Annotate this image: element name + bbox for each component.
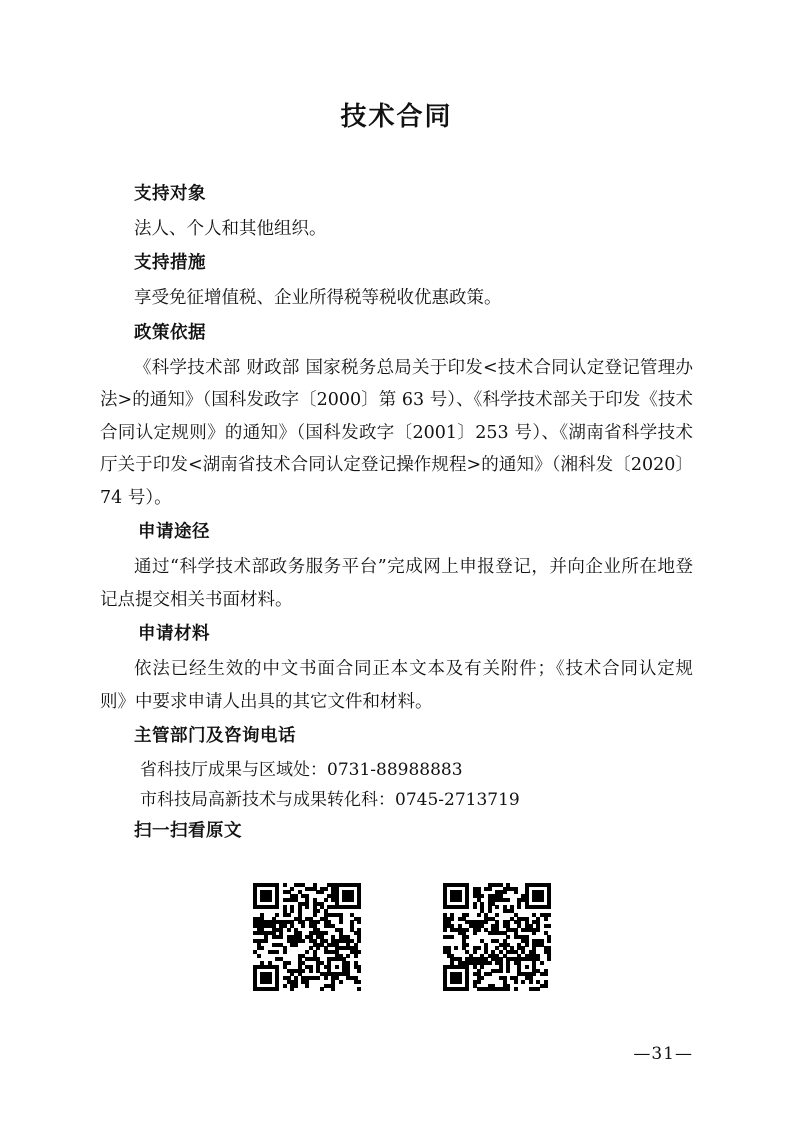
section-heading-policy-basis: 政策依据 [134,322,206,343]
section-text-application-materials: 依法已经生效的中文书面合同正本文本及有关附件；《技术合同认定规则》中要求申请人出具的其它文件和材料。 [100,659,693,712]
section-text-support-measures: 享受免征增值税、企业所得税等税收优惠政策。 [134,288,502,309]
document-body [100,179,693,991]
page-number: —31— [633,1044,693,1064]
contact-line-municipal: 市科技局高新技术与成果转化科：0745-2713719 [140,790,520,811]
qr-code-group [100,883,693,991]
section-text-support-target: 法人、个人和其他组织。 [134,218,327,239]
section-heading-contact: 主管部门及咨询电话 [134,726,296,747]
qr-code-left[interactable] [253,883,361,991]
section-heading-application-materials: 申请材料 [138,624,210,645]
page-title: 技术合同 [340,102,453,132]
qr-code-right[interactable] [443,883,551,991]
section-heading-scan-original: 扫一扫看原文 [134,820,242,841]
section-heading-support-target: 支持对象 [134,184,206,204]
section-heading-application-channel: 申请途径 [138,522,210,543]
section-text-application-channel: 通过“科学技术部政务服务平台”完成网上申报登记，并向企业所在地登记点提交相关书面材料。 [100,557,693,610]
contact-line-provincial: 省科技厅成果与区域处：0731-88988883 [140,760,463,781]
section-text-policy-basis: 《科学技术部 财政部 国家税务总局关于印发<技术合同认定登记管理办法>的通知》（国科发政字〔2000〕第 63 号）、《科学技术部关于印发《技术合同认定规则》的通知》（国科发政字〔2001〕253 号）、《湖南省科学技术厅关于印发<湖南省技术合同认定登记操作规程>的通知》（湘科发〔2020〕74 号）。 [100,357,693,508]
section-heading-support-measures: 支持措施 [134,253,206,274]
